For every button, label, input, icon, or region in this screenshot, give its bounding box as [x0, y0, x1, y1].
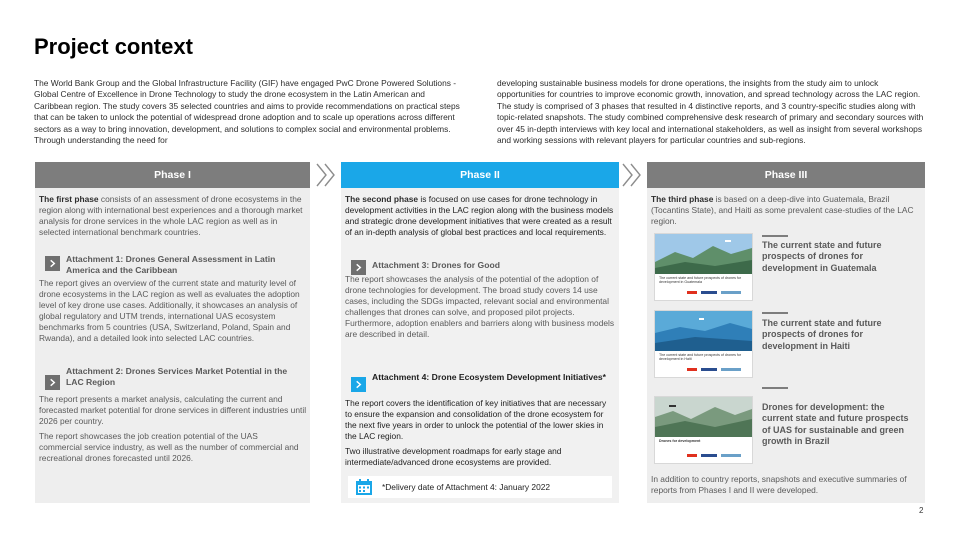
- phase-3-header: Phase III: [647, 162, 925, 188]
- cover-logos: [659, 290, 747, 295]
- cover-image: [655, 234, 752, 274]
- cover-caption: The current state and future prospects of drones for development in Haiti: [659, 353, 742, 362]
- attachment-1-label: Attachment 1: Drones General Assessment in Latin America and the Caribbean: [66, 254, 276, 275]
- attachment-1[interactable]: [45, 254, 305, 276]
- phase-2-lead-bold: The second phase: [345, 194, 419, 204]
- report-cover-brazil[interactable]: [654, 396, 753, 464]
- phase-1-panel: [35, 162, 310, 503]
- cover-image: [655, 311, 752, 351]
- phase-2-lead: [345, 194, 615, 238]
- phase-3-footer-note: In addition to country reports, snapshots and executive summaries of reports from Phases I and II were developed.: [651, 474, 907, 495]
- phase-2-lead-text: is focused on use cases for drone technology in development activities in the LAC region along with the business models and strategic drone development initiatives that were created as a result of an in-depth analysis of global best practices and local requirements.: [345, 194, 614, 237]
- phase-1-header: Phase I: [35, 162, 310, 188]
- attachment-3-description: The report showcases the analysis of the potential of the adoption of drone technologies for development. The broad study covers 14 use cases, including the SDGs impacted, relevant social and environmental challenges that drones can solve, and proposed pilot projects. Furthermore, adoption enablers and barriers along with business models are described in detail.: [345, 274, 615, 339]
- phase-3-lead-text: is based on a deep-dive into Guatemala, Brazil (Tocantins State), and Haiti as some prevalent case-studies of the LAC region.: [651, 194, 914, 226]
- phase-1-lead-text: consists of an assessment of drone ecosystems in the region along with international best experiences and a thorough market analysis for drone services in the whole LAC region as well as in selected international benchmark countries.: [39, 194, 303, 237]
- report-divider: [762, 235, 788, 237]
- delivery-note-box: [348, 476, 612, 498]
- double-chevron-icon: [314, 161, 340, 189]
- attachment-1-description: The report gives an overview of the current state and maturity level of drone ecosystems in the LAC region as well as evaluates the adoption level of key drone use cases. Additionally, it showcases an analysis of global regulatory and UTM trends, international UAS ecosystem benchmarks from 5 countries (USA, Switzerland, Poland, Spain and Rwanda), and a detailed look into selected LAC countries.: [39, 278, 300, 343]
- chevron-right-icon: [351, 377, 366, 392]
- attachment-4-description: The report covers the identification of key initiatives that are necessary to ensure the expansion and consolidation of the drone ecosystem for the next five years in order to unlock the potential of the lower skies in the LAC region.: [345, 398, 607, 441]
- cover-image: [655, 397, 752, 437]
- attachment-2-label: Attachment 2: Drones Services Market Potential in the LAC Region: [66, 366, 288, 387]
- phase-2-header: Phase II: [341, 162, 619, 188]
- phase-3-panel: [647, 162, 925, 503]
- phase-3-lead: [651, 194, 923, 227]
- attachment-3-label: Attachment 3: Drones for Good: [372, 260, 500, 270]
- phase-2-panel: [341, 162, 619, 503]
- page-number: 2: [919, 506, 924, 515]
- cover-logos: [659, 367, 747, 372]
- calendar-icon: [354, 477, 374, 497]
- report-divider: [762, 312, 788, 314]
- double-chevron-icon: [620, 161, 646, 189]
- intro-right-paragraph: developing sustainable business models for drone operations, the insights from the study aim to unlock opportunities for countries to improve economic growth, innovation, and spread technology across the LAC region. The study is comprised of 3 phases that resulted in 4 distinctive reports, and 3 country-specific studies along with topic-related snapshots. The study combined comprehensive desk research of primary and secondary sources with over 45 in-depth interviews with key local and international stakeholders, as well as insight from several workshops and working sessions with relevant players for particular countries and sub-regions.: [497, 78, 924, 146]
- delivery-note: *Delivery date of Attachment 4: January 2022: [382, 482, 551, 492]
- chevron-right-icon: [351, 260, 366, 275]
- report-title-haiti: The current state and future prospects of drones for development in Haiti: [762, 318, 882, 351]
- report-cover-guatemala[interactable]: [654, 233, 753, 301]
- cover-logos: [659, 453, 747, 458]
- attachment-4-roadmaps-text: Two illustrative development roadmaps for early stage and intermediate/advanced drone ecosystems are provided.: [345, 446, 562, 467]
- phase-1-lead-bold: The first phase: [39, 194, 99, 204]
- report-cover-haiti[interactable]: [654, 310, 753, 378]
- phase-1-lead: [39, 194, 307, 238]
- attachment-2[interactable]: [45, 366, 305, 390]
- intro-left-paragraph: The World Bank Group and the Global Infrastructure Facility (GIF) have engaged PwC Drone Powered Solutions - Global Centre of Excellence in Drone Technology to study the drone ecosystem in the Latin American and Caribbean region. The study covers 35 selected countries and aims to provide recommendations on practical steps that can be taken to unlock the potential of widespread drone adoption and to scale up operations across different sectors as a way to bring innovation, development, and solutions to complex social and environmental problems. Through understanding the need for: [34, 78, 460, 146]
- cover-caption: The current state and future prospects of drones for development in Guatemala: [659, 276, 742, 285]
- chevron-right-icon: [45, 256, 60, 271]
- attachment-2-jobs-text: The report showcases the job creation potential of the UAS commercial service industry, as well as the number of commercial and recreational drones forecasted until 2026.: [39, 431, 299, 463]
- cover-caption: Drones for development: [659, 439, 701, 443]
- phase-3-lead-bold: The third phase: [651, 194, 714, 204]
- report-title-brazil: Drones for development: the current state and future prospects of UAS for sustainable and green growth in Brazil: [762, 402, 909, 446]
- report-title-guatemala: The current state and future prospects of drones for development in Guatemala: [762, 240, 882, 273]
- attachment-4-label: Attachment 4: Drone Ecosystem Development Initiatives*: [372, 372, 607, 382]
- attachment-4[interactable]: [351, 372, 613, 392]
- attachment-2-description: The report presents a market analysis, calculating the current and forecasted market potential for drone services in different industries until 2026 per country.: [39, 394, 307, 426]
- report-divider: [762, 387, 788, 389]
- page-title: Project context: [34, 34, 193, 59]
- attachment-3[interactable]: [351, 258, 611, 275]
- chevron-right-icon: [45, 375, 60, 390]
